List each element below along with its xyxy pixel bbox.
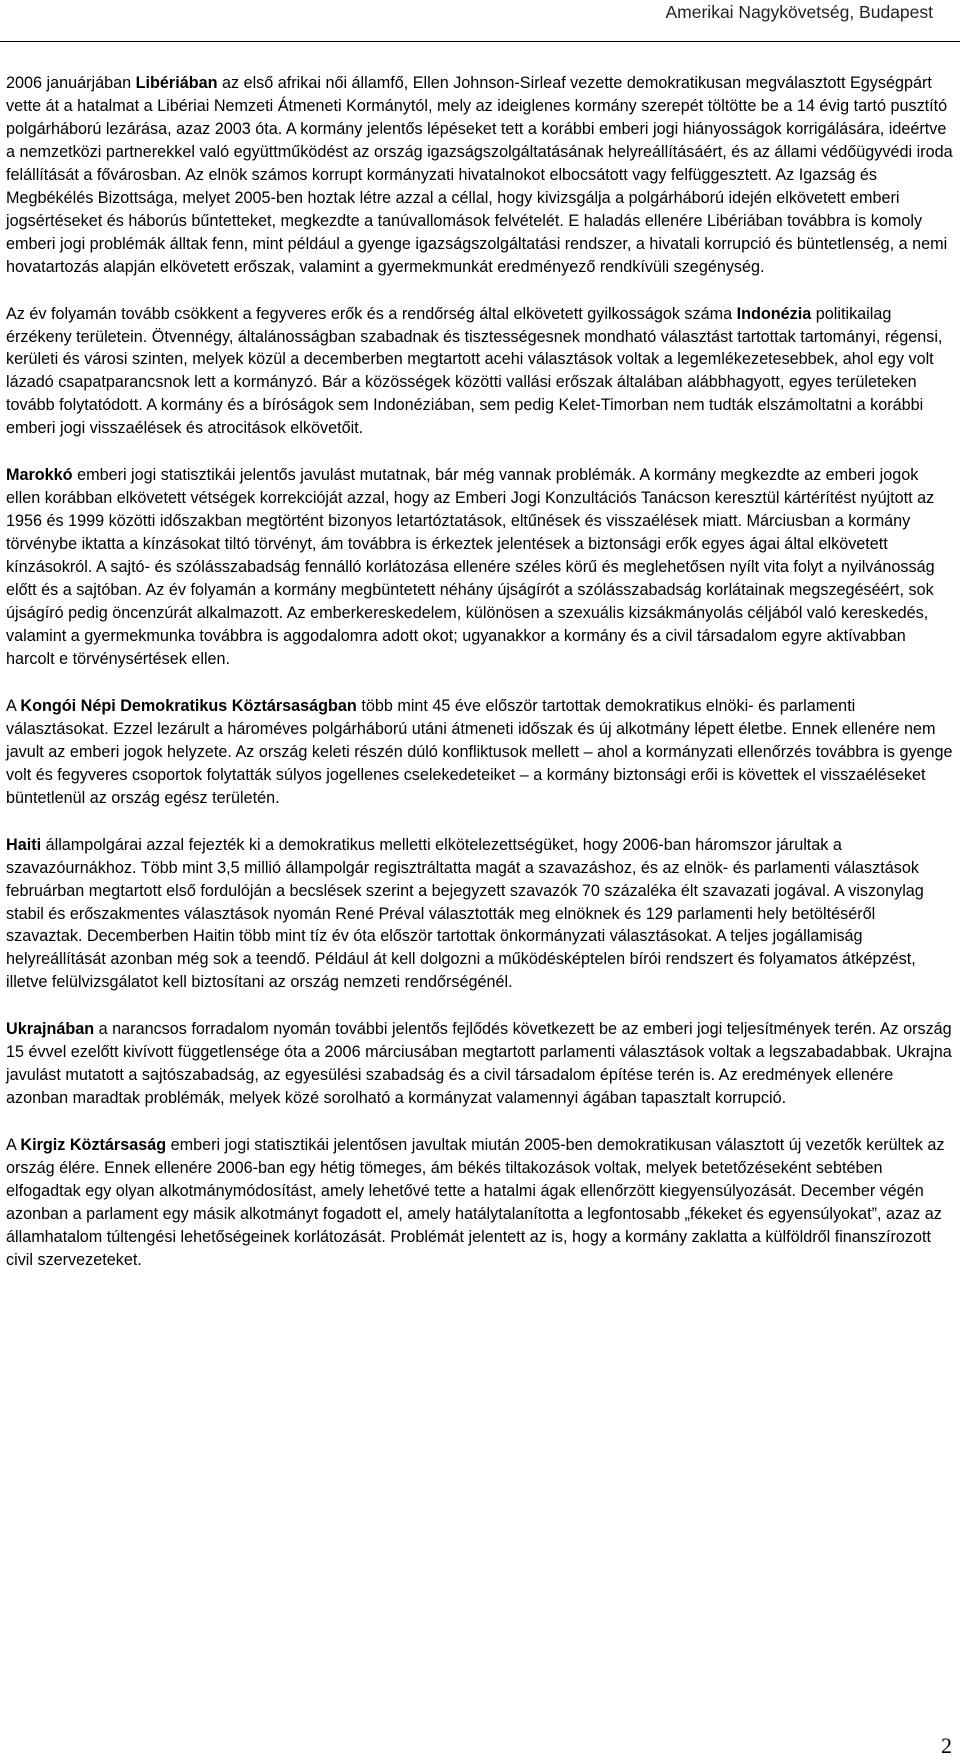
- country-name: Ukrajnában: [6, 1020, 95, 1039]
- paragraph-congo: [6, 695, 954, 810]
- header-divider: [0, 41, 960, 42]
- paragraph-text: a narancsos forradalom nyomán további jelentős fejlődés következett be az emberi jogi teljesítmények terén. Az ország 15 évvel ezelőtt kivívott függetlensége óta a 2006 márciusában megtartott parlamenti választások voltak a legszabadabbak. Ukrajna javulást mutatott a sajtószabadság, az egyesülési szabadság és a civil társadalom építése terén is. Az eredmények ellenére azonban maradtak problémák, melyek közé sorolható a kormányzat valamennyi ágában tapasztalt korrupció.: [6, 1020, 952, 1108]
- paragraph-haiti: [6, 834, 954, 995]
- country-name: Indonézia: [736, 304, 812, 323]
- country-name: Libériában: [135, 74, 218, 92]
- paragraph-lead: A: [6, 1136, 21, 1155]
- paragraph-text: az első afrikai női államfő, Ellen Johnson-Sirleaf vezette demokratikusan megválasztott Egységpárt vette át a hatalmat a Libériai Nemzeti Átmeneti Kormánytól, mely az ideiglenes kormány szerepét töltötte be a 14 évig tartó pusztító polgárháború lezárása, azaz 2003 óta. A kormány jelentős lépéseket tett a korábbi emberi jogi hiányosságok korrigálására, ideértve a nemzetközi partnerekkel való együttműködést az ország igazságszolgáltatásának helyreállításáért, és az állami védőügyvédi iroda felállítását a fővárosban. Az elnök számos korrupt kormányzati hivatalnokot elbocsátott vagy felfüggesztett. Az Igazság és Megbékélés Bizottsága, melyet 2005-ben hoztak létre azzal a céllal, hogy kivizsgálja a polgárháború idején elkövetett emberi jogsértéseket és háborús bűntetteket, megkezdte a tanúvallomások felvételét. E haladás ellenére Libériában továbbra is komoly emberi jogi problémák álltak fenn, mint például a gyenge igazságszolgáltatási rendszer, a hivatali korrupció és büntetlenség, a nemi hovatartozás alapján elkövetett erőszak, valamint a gyermekmunkát eredményező rendkívüli szegénység.: [6, 74, 953, 276]
- paragraph-lead: A: [6, 696, 21, 715]
- paragraph-indonesia: [6, 303, 954, 441]
- document-header: [666, 0, 934, 24]
- paragraph-text: emberi jogi statisztikái jelentős javulást mutatnak, bár még vannak problémák. A kormány megkezdte az emberi jogok ellen korábban elkövetett vétségek korrekcióját azzal, hogy az Emberi Jogi Konzultációs Tanácson keresztül kártérítést nyújtott az 1956 és 1999 közötti időszakban megtörtént bizonyos letartóztatások, eltűnések és visszaélések miatt. Márciusban a kormány törvénybe iktatta a kínzásokat tiltó törvényt, ám továbbra is érkeztek jelentések a biztonsági erők egyes ágai által elkövetett kínzásokról. A sajtó- és szólásszabadság fennálló korlátozása ellenére széles körű és meglehetősen nyílt vita folyt a nyilvánosság előtt és a sajtóban. Az év folyamán a kormány megbüntetett néhány újságírót a szólásszabadság korlátainak megszegéséért, sok újságíró pedig öncenzúrát alkalmazott. Az emberkereskedelem, különösen a szexuális kizsákmányolás céljából való kereskedés, valamint a gyermekmunka továbbra is aggodalomra adott okot; ugyanakkor a kormány és a civil társadalom egyre aktívabban harcolt e törvénysértések ellen.: [6, 466, 935, 668]
- paragraph-text: politikailag érzékeny területein. Ötvennégy, általánosságban szabadnak és tisztességesnek mondható választást tartottak tartományi, régensi, kerületi és városi szinten, melyek közül a decemberben megtartott acehi választások voltak a legemlékezetesebbek, ahol egy volt lázadó csapatparancsnok lett a kormányzó. Bár a közösségek közötti vallási erőszak általában alábbhagyott, egyes területeken tovább folytatódott. A kormány és a bíróságok sem Indonéziában, sem pedig Kelet-Timorban nem tudták elszámoltatni a korábbi emberi jogi visszaélések és atrocitások elkövetőit.: [6, 304, 943, 438]
- document-body: [6, 72, 954, 1296]
- paragraph-text: emberi jogi statisztikái jelentősen javultak miután 2005-ben demokratikusan választott új vezetők kerültek az ország élére. Ennek ellenére 2006-ban egy hétig tömeges, ám békés tiltakozások voltak, melyek betetőzéseként sebtében elfogadtak egy olyan alkotmánymódosítást, amely lehetővé tette a hatalmi ágak ellenőrzött kiegyensúlyozását. December végén azonban a parlament egy másik alkotmányt fogadott el, amely hatálytalanította a legfontosabb „fékeket és egyensúlyokat”, azaz az államhatalom túltengési lehetőségeinek korlátozását. Problémát jelentett az is, hogy a kormány zaklatta a külföldről finanszírozott civil szervezeteket.: [6, 1136, 945, 1269]
- header-title: Amerikai Nagykövetség, Budapest: [665, 2, 933, 22]
- paragraph-liberia: [6, 72, 954, 279]
- country-name: Marokkó: [6, 466, 73, 485]
- paragraph-morocco: [6, 464, 954, 671]
- paragraph-text: több mint 45 éve először tartottak demokratikus elnöki- és parlamenti választásokat. Ezzel lezárult a hároméves polgárháború utáni átmeneti időszak és új alkotmány lépett életbe. Ennek ellenére nem javult az emberi jogok helyzete. Az ország keleti részén dúló konfliktusok mellett – ahol a kormányzati ellenőrzés továbbra is gyenge volt és fegyveres csoportok folytatták súlyos jogellenes cselekedeteiket – a kormány biztonsági erői is követtek el visszaéléseket büntetlenül az ország egész területén.: [6, 696, 953, 807]
- paragraph-lead: 2006 januárjában: [6, 74, 136, 92]
- country-name: Kirgiz Köztársaság: [20, 1136, 167, 1155]
- paragraph-ukraine: [6, 1018, 954, 1110]
- country-name: Haiti: [6, 835, 42, 854]
- paragraph-text: állampolgárai azzal fejezték ki a demokratikus melletti elkötelezettségüket, hogy 2006-ban háromszor járultak a szavazóurnákhoz. Több mint 3,5 millió állampolgár regisztráltatta magát a szavazáshoz, és az elnök- és parlamenti választások februárban megtartott első fordulóján a becslések szerint a bejegyzett szavazók 70 százaléka élt szavazati jogával. A viszonylag stabil és erőszakmentes választások nyomán René Préval választották meg elnöknek és 129 parlamenti hely betöltéséről szavaztak. Decemberben Haitin több mint tíz év óta először tartottak önkormányzati választásokat. A teljes jogállamiság helyreállítását azonban még sok a teendő. Például át kell dolgozni a működésképtelen bírói rendszert és folyamatos átképzést, illetve felülvizsgálatot kell biztosítani az ország nemzeti rendőrségénél.: [6, 835, 924, 992]
- page-number: 2: [941, 1733, 952, 1758]
- paragraph-kyrgyz: [6, 1134, 954, 1272]
- country-name: Kongói Népi Demokratikus Köztársaságban: [20, 696, 357, 715]
- paragraph-lead: Az év folyamán tovább csökkent a fegyveres erők és a rendőrség által elkövetett gyilkosságok száma: [6, 304, 737, 323]
